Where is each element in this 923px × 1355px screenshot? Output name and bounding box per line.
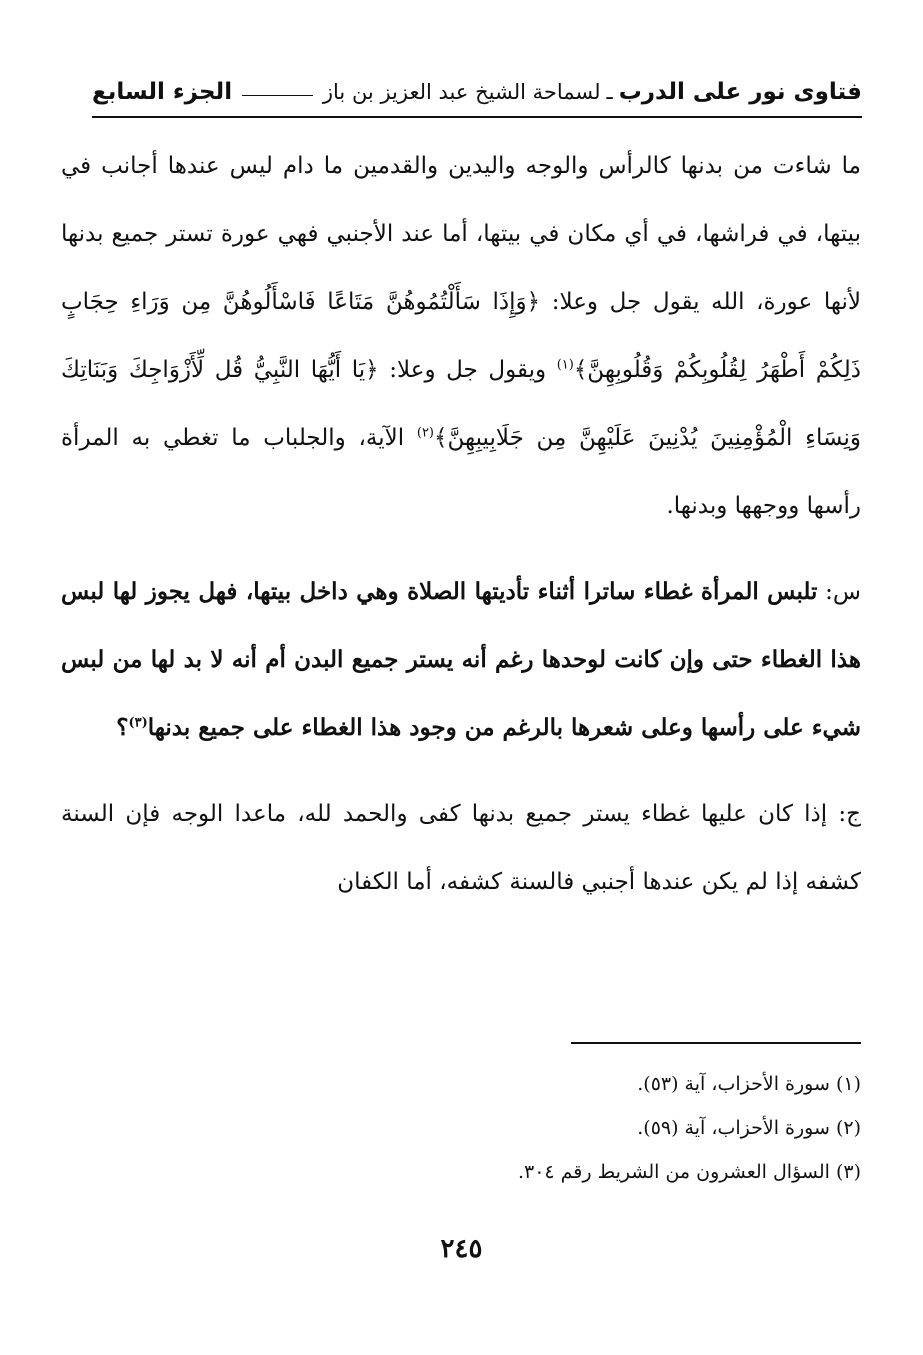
footnote-ref-3: (٣): [128, 715, 148, 731]
header-dash: ـ: [606, 80, 613, 104]
volume-label: الجزء السابع: [92, 79, 233, 105]
paragraph-1-text-a: ما شاءت من بدنها كالرأس والوجه واليدين والقدمين ما دام ليس عندها أجانب في بيتها، في فراشها، في أي مكان في بيتها، أما عند الأجنبي فهي عورة تستر جميع بدنها لأنها عورة، الله يقول جل وعلا:: [61, 153, 862, 315]
question-paragraph: [61, 558, 861, 762]
header-divider: [92, 116, 862, 118]
paragraph-1-text-c: الآية، والجلباب ما تغطي به المرأة رأسها ووجهها وبدنها.: [61, 425, 861, 519]
question-mark: ؟: [116, 714, 129, 741]
footnote-ref-2: (٢): [416, 425, 434, 441]
question-text: تلبس المرأة غطاء ساترا أثناء تأديتها الصلاة وهي داخل بيتها، فهل يجوز لها لبس هذا الغطاء حتى وإن كانت لوحدها رغم أنه يستر جميع البدن أم أنه لا بد لها من لبس شيء على رأسها وعلى شعرها بالرغم من وجود هذا الغطاء على جميع بدنها: [61, 578, 861, 741]
footnotes: [361, 1062, 861, 1194]
question-marker: س:: [817, 579, 861, 605]
running-header: [92, 72, 862, 112]
answer-marker: ج:: [827, 801, 861, 827]
book-title: فتاوى نور على الدرب: [618, 79, 862, 105]
footnote-1: (١) سورة الأحزاب، آية (٥٣).: [637, 1073, 861, 1095]
footnote-divider: [571, 1042, 861, 1044]
footnote-2: (٢) سورة الأحزاب، آية (٥٩).: [637, 1117, 861, 1139]
answer-paragraph: [61, 780, 861, 916]
page-number: ٢٤٥: [440, 1234, 483, 1264]
main-text: [61, 132, 861, 916]
footnote-3: (٣) السؤال العشرون من الشريط رقم ٣٠٤.: [517, 1161, 861, 1183]
answer-text: إذا كان عليها غطاء يستر جميع بدنها كفى والحمد لله، ماعدا الوجه فإن السنة كشفه إذا لم يكن عندها أجنبي فالسنة كشفه، أما الكفان: [61, 801, 861, 895]
spacer: [61, 762, 861, 780]
paragraph-1: [61, 132, 861, 540]
paragraph-1-text-b: ويقول جل وعلا:: [378, 357, 557, 383]
quran-verse-1: ﴿وَإِذَا سَأَلْتُمُوهُنَّ مَتَاعًا فَاسْأَلُوهُنَّ مِن وَرَاءِ حِجَابٍ ذَلِكُمْ أَطْهَرُ لِقُلُوبِكُمْ وَقُلُوبِهِنَّ﴾: [61, 289, 861, 383]
spacer: [61, 540, 861, 558]
header-rule: [242, 95, 313, 96]
footnote-ref-1: (١): [556, 357, 574, 373]
author-name: لسماحة الشيخ عبد العزيز بن باز: [322, 80, 601, 104]
quran-verse-2: ﴿يَا أَيُّهَا النَّبِيُّ قُل لِّأَزْوَاجِكَ وَبَنَاتِكَ وَنِسَاءِ الْمُؤْمِنِينَ يُدْنِينَ عَلَيْهِنَّ مِن جَلَابِيبِهِنَّ﴾: [61, 357, 861, 451]
